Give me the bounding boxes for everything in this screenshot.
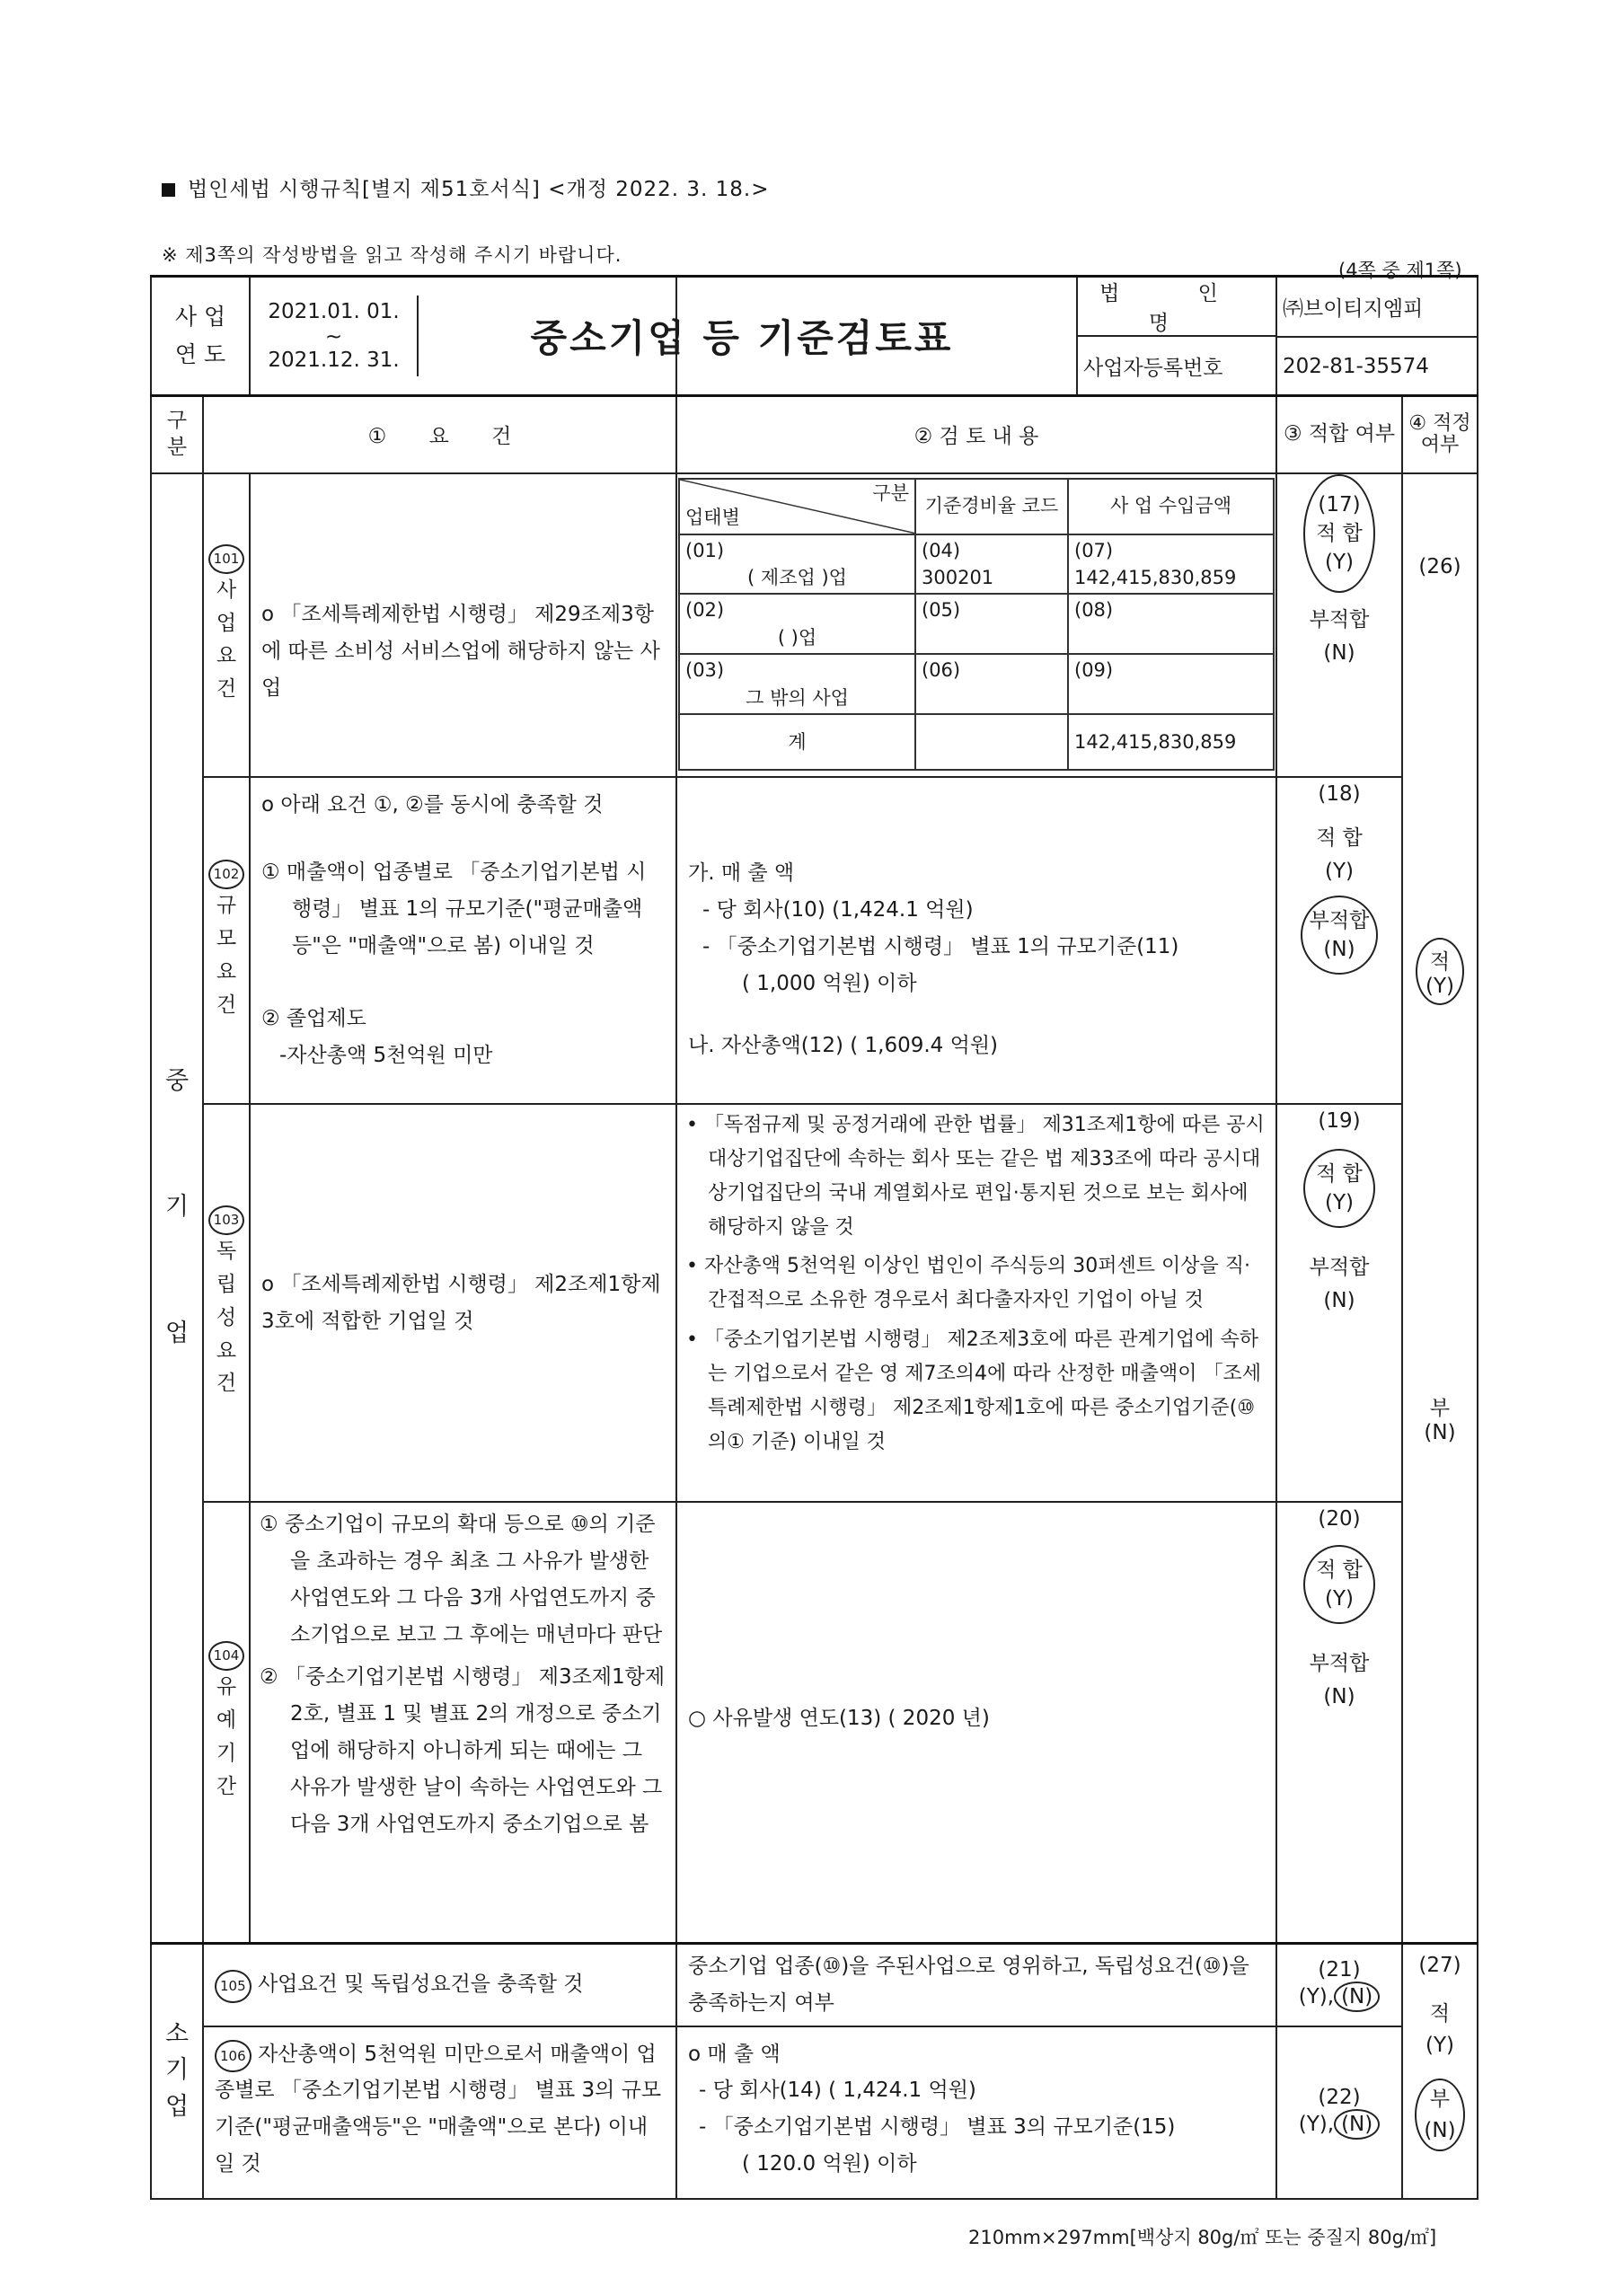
total-label: 계 [679,714,915,770]
scale-requirement: o 아래 요건 ①, ②를 동시에 충족할 것 ① 매출액이 업종별로 「중소기업기본법 시행령」 별표 1의 규모기준("평균매출액등"은 "매출액"으로 봄) 이내일 것 ② 졸업제도 -자산총액 5천억원 미만 [250,777,676,1104]
small-review-1: 중소기업 업종(⑩)을 주된사업으로 영위하고, 독립성요건(⑩)을 충족하는지 여부 [676,1943,1276,2026]
business-label: 101 사 업 요 건 [203,473,250,778]
business-review [676,473,1276,778]
col-valid: ④ 적정 여부 [1402,396,1478,473]
instruction-note: ※ 제3쪽의 작성방법을 읽고 작성해 주시기 바랍니다. [162,244,622,266]
code-header: 기준경비율 코드 [915,479,1068,534]
independence-label: 103 독 립 성 요 건 [203,1104,250,1502]
independence-requirement: o 「조세특례제한법 시행령」 제2조제1항제3호에 적합한 기업일 것 [250,1104,676,1502]
revenue-table: 구분 업태별 기준경비율 코드 사 업 수입금액 (01) ( 제조업 )업 (04) 300201 (07) 142,415,830,859 (02) ( )업 (05) (08) (03) 그 밖의 사업 (06) (09) 계 142,415,830,859 [678,478,1275,772]
upte-header: 구분 업태별 [679,479,915,534]
small-requirement-1: 105 사업요건 및 독립성요건을 충족할 것 [203,1943,676,2026]
small-valid: (27) 적 (Y) 부 (N) [1402,1943,1478,2198]
grace-review: ○ 사유발생 연도(13) ( 2020 년) [676,1502,1276,1943]
independence-review: • 「독점규제 및 공정거래에 관한 법률」 제31조제1항에 따른 공시대상기업집단에 속하는 회사 또는 같은 법 제33조에 따라 공시대상기업집단의 국내 계열회사로 편입·통지된 것으로 보는 회사에 해당하지 않을 것 • 자산총액 5천억원 이상인 법인이 주식등의 30퍼센트 이상을 직·간접적으로 소유한 경우로서 최다출자자인 기업이 아닐 것 • 「중소기업기본법 시행령」 제2조제3호에 따른 관계기업에 속하는 기업으로서 같은 영 제7조의4에 따라 산정한 매출액이 「조세특례제한법 시행령」 제2조제1항제1호에 따른 중소기업기준(⑩의① 기준) 이내일 것 [676,1104,1276,1502]
form-title: 중소기업 등 기준검토표 법 인 명 사업자등록번호 [676,277,1276,396]
scale-fit: (18) 적 합 (Y) 부적합 (N) [1276,777,1402,1104]
sme-valid: (26) 적 (Y) 부 (N) [1402,473,1478,1944]
company-name-label: 법 인 명 [1078,278,1275,337]
col-review: ② 검 토 내 용 [676,396,1276,473]
reg-number: 202-81-35574 [1276,337,1478,395]
small-fit-1: (21) (Y), (N) [1276,1943,1402,2026]
reg-number-label: 사업자등록번호 [1083,356,1223,380]
independence-fit: (19) 적 합 (Y) 부적합 (N) [1276,1104,1402,1502]
period-cell: 2021.01. 01. ~ 2021.12. 31. [250,277,676,396]
scale-label: 102 규 모 요 건 [203,777,250,1104]
period-to: 2021.12. 31. [268,349,400,373]
col-fit: ③ 적합 여부 [1276,396,1402,473]
company-name: ㈜브이티지엠피 [1276,277,1478,338]
period-from: 2021.01. 01. [268,300,400,324]
business-requirement: o 「조세특례제한법 시행령」 제29조제3항에 따른 소비성 서비스업에 해당하지 않는 사업 [250,473,676,778]
table-row: (02) ( )업 [679,594,915,654]
col-gubun: 구 분 [151,396,203,473]
grace-label: 104 유 예 기 간 [203,1502,250,1943]
total-value: 142,415,830,859 [1068,714,1274,770]
scale-review: 가. 매 출 액 - 당 회사(10) (1,424.1 억원) - 「중소기업기본법 시행령」 별표 1의 규모기준(11) ( 1,000 억원) 이하 나. 자산총액(12) ( 1,609.4 억원) [676,777,1276,1104]
col-requirement: ① 요 건 [203,396,676,473]
paper-spec-footer: 210mm×297mm[백상지 80g/㎡ 또는 중질지 80g/㎡] [968,2227,1437,2248]
group-small: 소 기 업 [151,1943,203,2198]
page-number: (4쪽 중 제1쪽) [1338,260,1462,281]
grace-requirement: ① 중소기업이 규모의 확대 등으로 ⑩의 기준을 초과하는 경우 최초 그 사유가 발생한 사업연도와 그 다음 3개 사업연도까지 중소기업으로 보고 그 후에는 매년마다 판단 ② 「중소기업기본법 시행령」 제3조제1항제2호, 별표 1 및 별표 2의 개정으로 중소기업에 해당하지 아니하게 되는 때에는 그 사유가 발생한 날이 속하는 사업연도와 그 다음 3개 사업연도까지 중소기업으로 봄 [250,1502,676,1943]
grace-fit: (20) 적 합 (Y) 부적합 (N) [1276,1502,1402,1943]
group-sme: 중 기 업 [151,473,203,1944]
table-row: (01) ( 제조업 )업 [679,534,915,595]
small-review-2: o 매 출 액 - 당 회사(14) ( 1,424.1 억원) - 「중소기업기본법 시행령」 별표 3의 규모기준(15) ( 120.0 억원) 이하 [676,2026,1276,2199]
business-fit: (17) 적 합 (Y) 부적합 (N) [1276,473,1402,778]
period-label: 사 업 연 도 [151,277,250,396]
small-fit-2: (22) (Y), (N) [1276,2026,1402,2199]
small-requirement-2: 106 자산총액이 5천억원 미만으로서 매출액이 업종별로 「중소기업기본법 시행령」 별표 3의 규모기준("평균매출액등"은 "매출액"으로 본다) 이내일 것 [203,2026,676,2199]
form-reference: 법인세법 시행규칙[별지 제51호서식] <개정 2022. 3. 18.> [162,172,769,202]
review-form-table [150,275,1478,2200]
table-row: (03) 그 밖의 사업 [679,654,915,714]
revenue-header: 사 업 수입금액 [1068,479,1274,534]
